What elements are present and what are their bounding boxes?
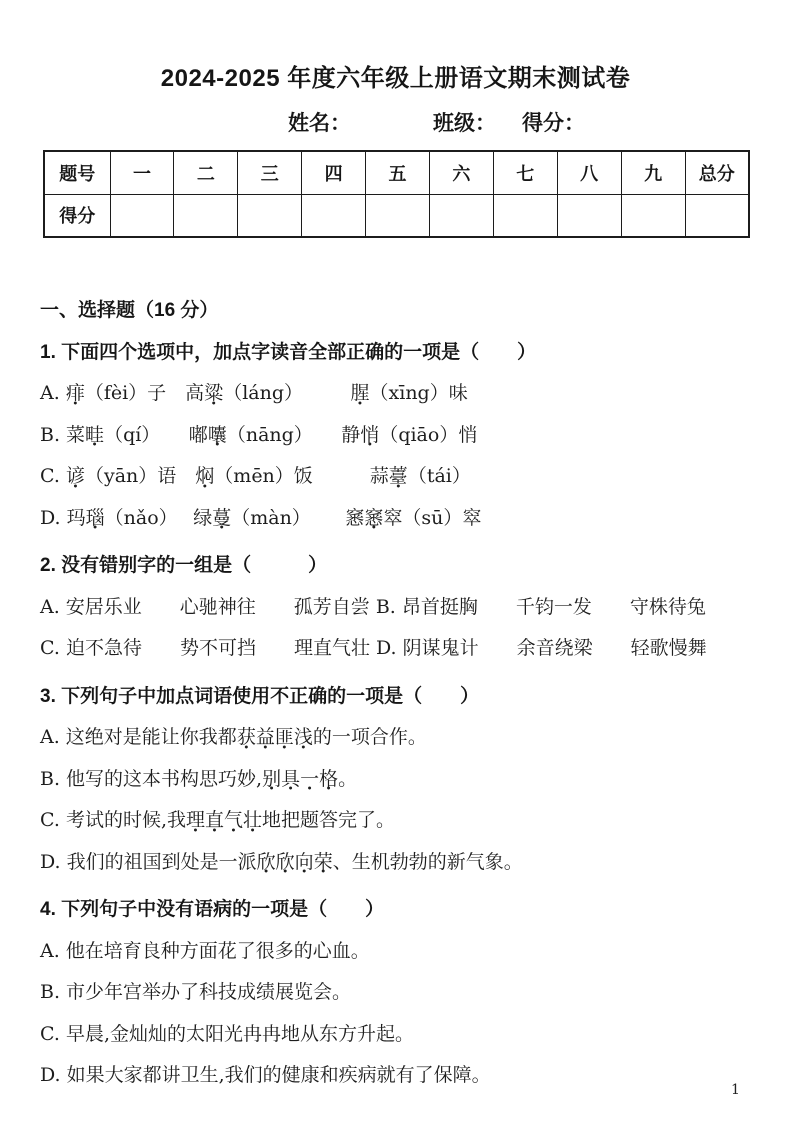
score-blank-cell	[302, 194, 366, 237]
score-row-label: 得分	[44, 194, 110, 237]
score-label: 得分：	[522, 112, 585, 135]
score-blank-cell	[557, 194, 621, 237]
score-table-col-3: 三	[238, 151, 302, 194]
score-table-col-9: 九	[621, 151, 685, 194]
score-table-score-row	[44, 194, 749, 237]
score-table-col-total: 总分	[685, 151, 749, 194]
score-blank-cell	[685, 194, 749, 237]
score-table-col-2: 二	[174, 151, 238, 194]
score-table-col-8: 八	[557, 151, 621, 194]
section-1-heading: 一、选择题（16 分）	[40, 300, 219, 321]
question-1-option-a: A. 痱（fèi）子 高粱（láng） 腥（xīng）味	[40, 382, 468, 404]
score-table-col-5: 五	[366, 151, 430, 194]
score-table-col-7: 七	[493, 151, 557, 194]
question-1-option-d: D. 玛瑙（nǎo） 绿蔓（màn） 窸窸窣（sū）窣	[40, 506, 482, 529]
score-blank-cell	[174, 194, 238, 237]
question-3-option-a: A. 这绝对是能让你我都获益匪浅的一项合作。	[40, 726, 427, 748]
student-info-line	[288, 107, 791, 137]
score-table-col-4: 四	[302, 151, 366, 194]
score-table	[43, 150, 750, 238]
question-3-option-d: D. 我们的祖国到处是一派欣欣向荣、生机勃勃的新气象。	[40, 850, 523, 873]
question-area	[0, 290, 791, 1097]
score-table-col-1: 一	[110, 151, 174, 194]
question-2-stem: 2. 没有错别字的一组是（ ）	[40, 555, 328, 576]
score-blank-cell	[366, 194, 430, 237]
question-4-stem: 4. 下列句子中没有语病的一项是（ ）	[40, 899, 385, 920]
score-blank-cell	[493, 194, 557, 237]
score-blank-cell	[110, 194, 174, 237]
question-4-option-d: D. 如果大家都讲卫生,我们的健康和疾病就有了保障。	[40, 1064, 491, 1086]
score-blank-cell	[429, 194, 493, 237]
class-label: 班级：	[433, 112, 496, 135]
score-table-corner-label: 题号	[44, 151, 110, 194]
score-table-header-row	[44, 151, 749, 194]
name-label: 姓名：	[288, 112, 351, 135]
question-4-option-b: B. 市少年宫举办了科技成绩展览会。	[40, 981, 352, 1003]
question-1-option-c: C. 谚（yān）语 焖（mēn）饭 蒜薹（tái）	[40, 465, 471, 487]
question-1-option-b: B. 菜畦（qí） 嘟囔（nāng） 静悄（qiāo）悄	[40, 423, 478, 446]
page-title: 2024-2025 年度六年级上册语文期末测试卷	[160, 65, 631, 92]
question-4-option-a: A. 他在培育良种方面花了很多的心血。	[40, 939, 370, 962]
page-number: 1	[731, 1082, 740, 1098]
question-3-stem: 3. 下列句子中加点词语使用不正确的一项是（ ）	[40, 685, 480, 707]
question-2-options-ab: A. 安居乐业 心驰神往 孤芳自尝 B. 昂首挺胸 千钧一发 守株待兔	[40, 595, 706, 618]
question-2-options-cd: C. 迫不急待 势不可挡 理直气壮 D. 阴谋鬼计 余音绕梁 轻歌慢舞	[40, 637, 707, 659]
question-3-option-c: C. 考试的时候,我理直气壮地把题答完了。	[40, 809, 396, 831]
score-blank-cell	[238, 194, 302, 237]
question-3-option-b: B. 他写的这本书构思巧妙,别具一格。	[40, 767, 358, 790]
score-blank-cell	[621, 194, 685, 237]
score-table-col-6: 六	[429, 151, 493, 194]
question-4-option-c: C. 早晨,金灿灿的太阳光冉冉地从东方升起。	[40, 1022, 414, 1045]
question-1-stem: 1. 下面四个选项中，加点字读音全部正确的一项是（ ）	[40, 341, 537, 363]
